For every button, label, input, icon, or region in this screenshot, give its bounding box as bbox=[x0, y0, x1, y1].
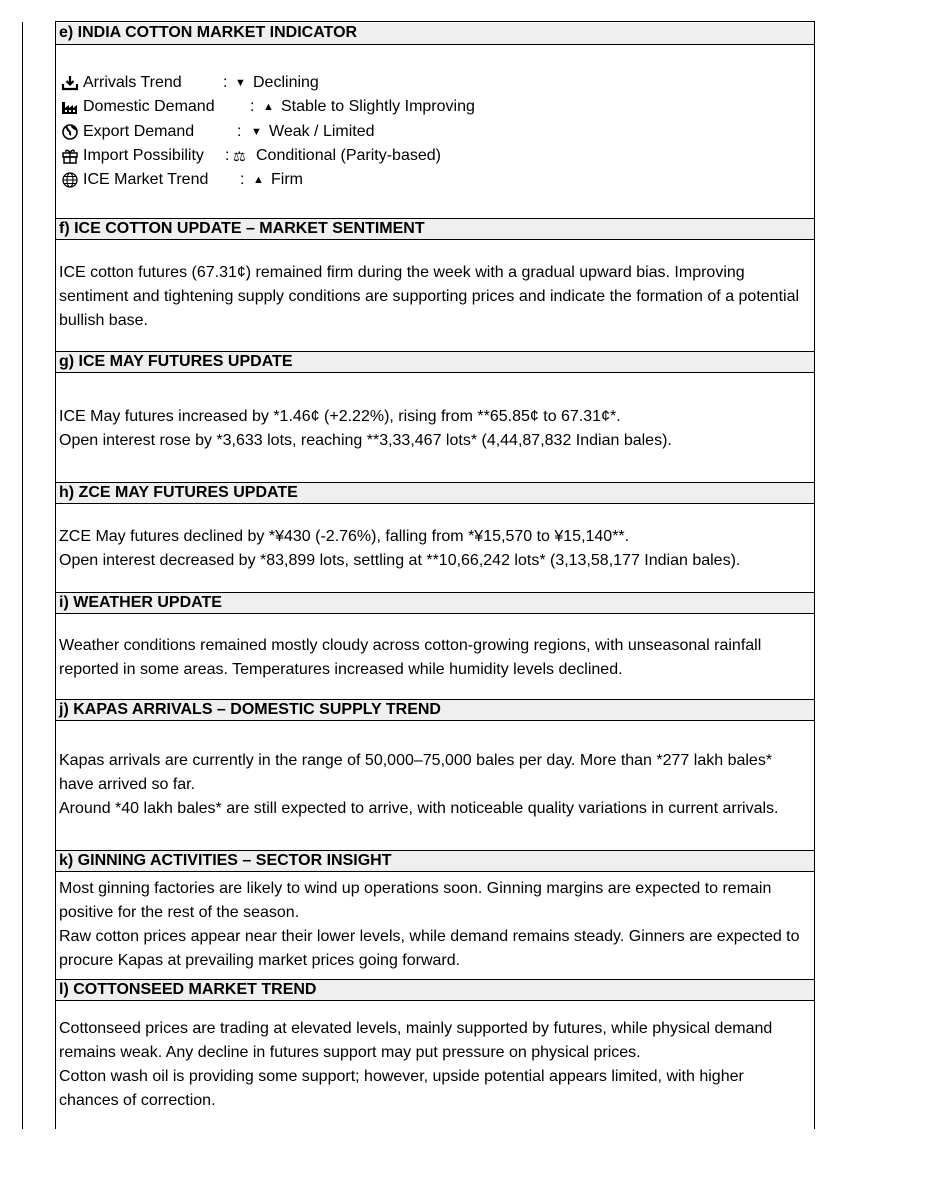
indicator-import-possibility bbox=[59, 144, 808, 168]
indicator-value: Weak / Limited bbox=[269, 122, 375, 140]
up-arrow-icon: ▲ bbox=[253, 174, 264, 187]
paragraph-line: ICE cotton futures (67.31¢) remained firm during the week with a gradual upward bias. Improving bbox=[59, 264, 745, 281]
paragraph-line: Kapas arrivals are currently in the range of 50,000–75,000 bales per day. More than *277 lakh bales* bbox=[59, 752, 773, 769]
indicator-label: Export Demand bbox=[83, 122, 195, 140]
indicator-value: Declining bbox=[253, 74, 319, 91]
indicator-colon: : bbox=[250, 98, 255, 116]
section-l-body bbox=[56, 1017, 814, 1113]
section-k-body bbox=[56, 877, 814, 973]
globe-icon bbox=[61, 124, 79, 140]
section-h-header: h) ZCE MAY FUTURES UPDATE bbox=[56, 482, 814, 504]
section-f-body bbox=[56, 261, 814, 333]
market-report-table bbox=[55, 21, 815, 1129]
indicator-value: Conditional (Parity-based) bbox=[256, 146, 441, 164]
paragraph-line: Cotton wash oil is providing some support; however, upside potential appears limited, with higher bbox=[59, 1068, 744, 1085]
download-icon bbox=[61, 75, 79, 91]
section-f-header: f) ICE COTTON UPDATE – MARKET SENTIMENT bbox=[56, 218, 814, 240]
paragraph-line: Around *40 lakh bales* are still expected to arrive, with noticeable quality variations in current arrivals. bbox=[59, 800, 779, 817]
paragraph-line: ZCE May futures declined by *¥430 (-2.76%), falling from *¥15,570 to ¥15,140**. bbox=[59, 528, 630, 545]
paragraph-line: remains weak. Any decline in futures support may put pressure on physical prices. bbox=[59, 1044, 641, 1061]
paragraph-line: sentiment and tightening supply conditions are supporting prices and indicate the formation of a potential bbox=[59, 288, 800, 305]
paragraph-line: Cottonseed prices are trading at elevated levels, mainly supported by futures, while physical demand bbox=[59, 1020, 773, 1037]
section-j-header: j) KAPAS ARRIVALS – DOMESTIC SUPPLY TREND bbox=[56, 699, 814, 721]
paragraph-line: positive for the rest of the season. bbox=[59, 904, 300, 921]
section-e-indicators bbox=[56, 71, 814, 192]
section-l-header: l) COTTONSEED MARKET TREND bbox=[56, 979, 814, 1001]
gift-box-icon bbox=[61, 148, 79, 164]
indicator-value: Firm bbox=[271, 171, 303, 189]
paragraph-line: chances of correction. bbox=[59, 1092, 216, 1109]
page-margin-rule bbox=[22, 22, 23, 1129]
indicator-ice-market-trend bbox=[59, 168, 808, 192]
indicator-export-demand bbox=[59, 120, 808, 144]
section-k-header: k) GINNING ACTIVITIES – SECTOR INSIGHT bbox=[56, 850, 814, 872]
paragraph-line: bullish base. bbox=[59, 312, 148, 329]
paragraph-line: have arrived so far. bbox=[59, 776, 196, 793]
down-arrow-icon: ▼ bbox=[251, 125, 262, 138]
indicator-domestic-demand bbox=[59, 95, 808, 119]
indicator-label: Import Possibility bbox=[83, 146, 204, 164]
paragraph-line: Open interest decreased by *83,899 lots, settling at **10,66,242 lots* (3,13,58,177 Indian bales). bbox=[59, 552, 741, 569]
up-arrow-icon: ▲ bbox=[263, 101, 274, 114]
section-i-body bbox=[56, 634, 814, 682]
paragraph-line: ICE May futures increased by *1.46¢ (+2.22%), rising from **65.85¢ to 67.31¢*. bbox=[59, 408, 621, 425]
factory-icon bbox=[61, 99, 79, 115]
indicator-colon: : bbox=[223, 74, 228, 91]
paragraph-line: Weather conditions remained mostly cloudy across cotton-growing regions, with unseasonal rainfall bbox=[59, 637, 762, 654]
paragraph-line: Most ginning factories are likely to wind up operations soon. Ginning margins are expected to remain bbox=[59, 880, 772, 897]
indicator-value: Stable to Slightly Improving bbox=[281, 98, 475, 116]
balance-scale-icon: ⚖ bbox=[233, 147, 246, 164]
indicator-arrivals-trend bbox=[59, 71, 808, 95]
indicator-label: Arrivals Trend bbox=[83, 74, 182, 91]
section-g-header: g) ICE MAY FUTURES UPDATE bbox=[56, 351, 814, 373]
indicator-colon: : bbox=[225, 146, 230, 164]
paragraph-line: Open interest rose by *3,633 lots, reaching **3,33,467 lots* (4,44,87,832 Indian bales). bbox=[59, 432, 672, 449]
section-e-header: e) INDIA COTTON MARKET INDICATOR bbox=[56, 23, 814, 45]
indicator-label: ICE Market Trend bbox=[83, 171, 209, 189]
down-arrow-icon: ▼ bbox=[235, 77, 246, 89]
section-i-header: i) WEATHER UPDATE bbox=[56, 592, 814, 614]
paragraph-line: reported in some areas. Temperatures increased while humidity levels declined. bbox=[59, 661, 623, 678]
paragraph-line: Raw cotton prices appear near their lower levels, while demand remains steady. Ginners are expected to bbox=[59, 928, 800, 945]
indicator-colon: : bbox=[240, 171, 245, 189]
globe-grid-icon bbox=[61, 172, 79, 188]
paragraph-line: procure Kapas at prevailing market prices going forward. bbox=[59, 952, 461, 969]
indicator-label: Domestic Demand bbox=[83, 98, 215, 116]
indicator-colon: : bbox=[237, 122, 242, 140]
section-j-body bbox=[56, 749, 814, 821]
section-h-body bbox=[56, 525, 814, 573]
section-g-body bbox=[56, 405, 814, 453]
